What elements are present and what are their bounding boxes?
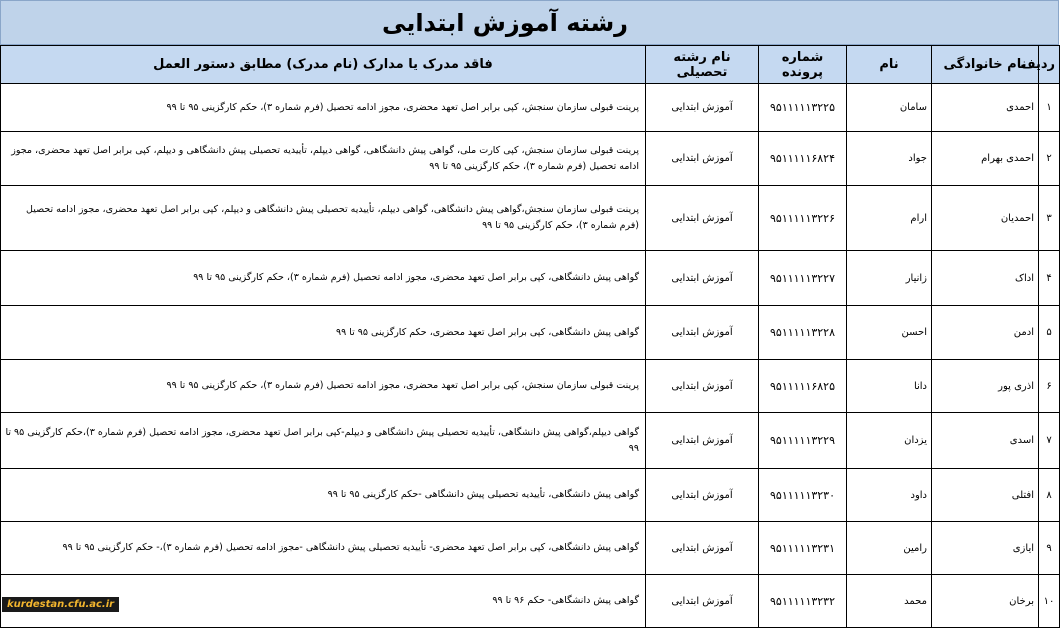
cell-last-name: احمدیان bbox=[932, 186, 1039, 251]
cell-first-name: یزدان bbox=[847, 413, 932, 469]
cell-last-name: اداک bbox=[932, 251, 1039, 306]
cell-file-number: ۹۵۱۱۱۱۱۳۲۲۹ bbox=[759, 413, 847, 469]
table-row bbox=[1, 251, 1060, 306]
cell-missing-docs: پرینت قبولی سازمان سنجش،گواهی پیش دانشگاهی، گواهی دیپلم، تأییدیه تحصیلی پیش دانشگاهی و دیپلم، کپی برابر اصل تعهد محضری، مجوز ادامه تحصیل (فرم شماره ۳)، حکم کارگزینی ۹۵ تا ۹۹ bbox=[1, 186, 646, 251]
cell-missing-docs: پرینت قبولی سازمان سنجش، کپی کارت ملی، گواهی پیش دانشگاهی، گواهی دیپلم، تأییدیه تحصیلی پیش دانشگاهی و دیپلم، کپی برابر اصل تعهد محضری، مجوز ادامه تحصیل (فرم شماره ۳)، حکم کارگزینی ۹۵ تا ۹۹ bbox=[1, 132, 646, 186]
cell-missing-docs: گواهی دیپلم،گواهی پیش دانشگاهی، تأییدیه تحصیلی پیش دانشگاهی و دیپلم-کپی برابر اصل تعهد محضری، مجوز ادامه تحصیل (فرم شماره ۳)،حکم کارگزینی ۹۵ تا ۹۹ bbox=[1, 413, 646, 469]
cell-file-number: ۹۵۱۱۱۱۱۳۲۳۰ bbox=[759, 469, 847, 522]
cell-row-number: ۷ bbox=[1039, 413, 1060, 469]
header-row bbox=[1, 46, 1060, 84]
cell-row-number: ۱۰ bbox=[1039, 575, 1060, 628]
cell-row-number: ۶ bbox=[1039, 360, 1060, 413]
header-missing-docs: فاقد مدرک یا مدارک (نام مدرک) مطابق دستور العمل bbox=[1, 46, 646, 84]
table-row bbox=[1, 132, 1060, 186]
cell-row-number: ۳ bbox=[1039, 186, 1060, 251]
cell-missing-docs: گواهی پیش دانشگاهی، کپی برابر اصل تعهد محضری- تأییدیه تحصیلی پیش دانشگاهی -مجوز ادامه تحصیل (فرم شماره ۳)،- حکم کارگزینی ۹۵ تا ۹۹ bbox=[1, 522, 646, 575]
sheet-title: رشته آموزش ابتدایی bbox=[0, 0, 1059, 45]
cell-first-name: سامان bbox=[847, 84, 932, 132]
cell-field: آموزش ابتدایی bbox=[646, 522, 759, 575]
cell-last-name: ایازی bbox=[932, 522, 1039, 575]
cell-field: آموزش ابتدایی bbox=[646, 186, 759, 251]
cell-row-number: ۱ bbox=[1039, 84, 1060, 132]
table-row bbox=[1, 413, 1060, 469]
cell-file-number: ۹۵۱۱۱۱۱۳۲۳۲ bbox=[759, 575, 847, 628]
header-file-number: شماره پرونده bbox=[759, 46, 847, 84]
cell-field: آموزش ابتدایی bbox=[646, 360, 759, 413]
cell-file-number: ۹۵۱۱۱۱۱۳۲۲۵ bbox=[759, 84, 847, 132]
cell-field: آموزش ابتدایی bbox=[646, 251, 759, 306]
cell-last-name: افتلی bbox=[932, 469, 1039, 522]
cell-missing-docs: گواهی پیش دانشگاهی، تأییدیه تحصیلی پیش دانشگاهی -حکم کارگزینی ۹۵ تا ۹۹ bbox=[1, 469, 646, 522]
table-row bbox=[1, 522, 1060, 575]
header-field: نام رشته تحصیلی bbox=[646, 46, 759, 84]
cell-field: آموزش ابتدایی bbox=[646, 84, 759, 132]
cell-missing-docs: پرینت قبولی سازمان سنجش، کپی برابر اصل تعهد محضری، مجوز ادامه تحصیل (فرم شماره ۳)، حکم کارگزینی ۹۵ تا ۹۹ bbox=[1, 84, 646, 132]
cell-last-name: احمدی بهرام bbox=[932, 132, 1039, 186]
site-watermark: kurdestan.cfu.ac.ir bbox=[2, 597, 119, 612]
cell-last-name: اذری پور bbox=[932, 360, 1039, 413]
cell-first-name: داود bbox=[847, 469, 932, 522]
cell-last-name: اسدی bbox=[932, 413, 1039, 469]
cell-missing-docs: گواهی پیش دانشگاهی- حکم ۹۶ تا ۹۹ bbox=[1, 575, 646, 628]
header-last-name: نام خانوادگی bbox=[932, 46, 1039, 84]
header-first-name: نام bbox=[847, 46, 932, 84]
cell-field: آموزش ابتدایی bbox=[646, 132, 759, 186]
cell-first-name: ارام bbox=[847, 186, 932, 251]
cell-last-name: برخان bbox=[932, 575, 1039, 628]
table-row bbox=[1, 84, 1060, 132]
cell-first-name: جواد bbox=[847, 132, 932, 186]
cell-file-number: ۹۵۱۱۱۱۱۶۸۲۴ bbox=[759, 132, 847, 186]
cell-first-name: رامین bbox=[847, 522, 932, 575]
table-row bbox=[1, 469, 1060, 522]
cell-field: آموزش ابتدایی bbox=[646, 575, 759, 628]
cell-first-name: احسن bbox=[847, 306, 932, 360]
cell-last-name: احمدی bbox=[932, 84, 1039, 132]
cell-missing-docs: پرینت قبولی سازمان سنجش، کپی برابر اصل تعهد محضری، مجوز ادامه تحصیل (فرم شماره ۳)، حکم کارگزینی ۹۵ تا ۹۹ bbox=[1, 360, 646, 413]
cell-file-number: ۹۵۱۱۱۱۱۳۲۳۱ bbox=[759, 522, 847, 575]
students-table bbox=[0, 45, 1060, 628]
cell-row-number: ۹ bbox=[1039, 522, 1060, 575]
cell-missing-docs: گواهی پیش دانشگاهی، کپی برابر اصل تعهد محضری، مجوز ادامه تحصیل (فرم شماره ۳)، حکم کارگزینی ۹۵ تا ۹۹ bbox=[1, 251, 646, 306]
header-row-number: ردیف bbox=[1039, 46, 1060, 84]
cell-file-number: ۹۵۱۱۱۱۱۳۲۲۷ bbox=[759, 251, 847, 306]
cell-row-number: ۴ bbox=[1039, 251, 1060, 306]
cell-row-number: ۵ bbox=[1039, 306, 1060, 360]
cell-first-name: محمد bbox=[847, 575, 932, 628]
cell-row-number: ۸ bbox=[1039, 469, 1060, 522]
cell-field: آموزش ابتدایی bbox=[646, 306, 759, 360]
cell-first-name: زانیار bbox=[847, 251, 932, 306]
table-row bbox=[1, 306, 1060, 360]
cell-first-name: دانا bbox=[847, 360, 932, 413]
cell-file-number: ۹۵۱۱۱۱۱۳۲۲۸ bbox=[759, 306, 847, 360]
cell-file-number: ۹۵۱۱۱۱۱۶۸۲۵ bbox=[759, 360, 847, 413]
cell-field: آموزش ابتدایی bbox=[646, 413, 759, 469]
cell-last-name: ادمن bbox=[932, 306, 1039, 360]
table-row bbox=[1, 186, 1060, 251]
cell-missing-docs: گواهی پیش دانشگاهی، کپی برابر اصل تعهد محضری، حکم کارگزینی ۹۵ تا ۹۹ bbox=[1, 306, 646, 360]
table-row bbox=[1, 360, 1060, 413]
cell-row-number: ۲ bbox=[1039, 132, 1060, 186]
cell-file-number: ۹۵۱۱۱۱۱۳۲۲۶ bbox=[759, 186, 847, 251]
cell-field: آموزش ابتدایی bbox=[646, 469, 759, 522]
table-row bbox=[1, 575, 1060, 628]
